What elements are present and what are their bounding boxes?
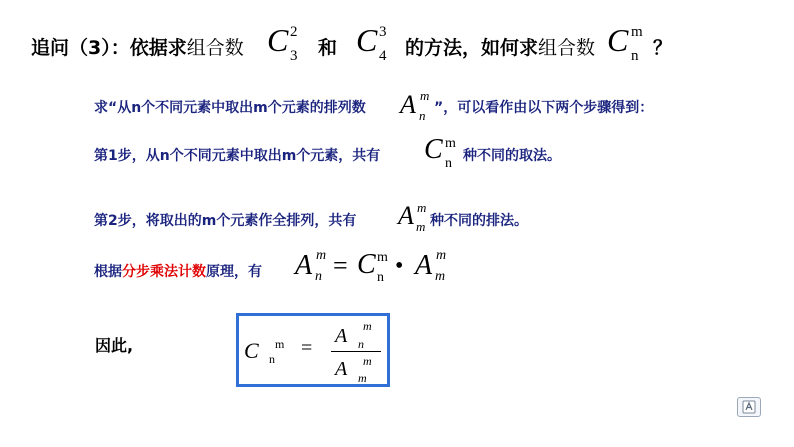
- title-combo-word: 组合数: [186, 37, 244, 59]
- answer-formula-box: [236, 313, 390, 387]
- permutation-a-n-m: A m n: [400, 88, 430, 123]
- step1-combination-cn-m: C m n: [424, 134, 456, 171]
- denominator-a: A: [335, 358, 348, 380]
- numerator-sub: n: [358, 337, 364, 351]
- numerator-sup: m: [363, 319, 372, 333]
- principle-highlight: 分步乘法计数: [122, 264, 206, 280]
- intro-text-end: ”，可以看作由以下两个步骤得到：: [434, 100, 654, 116]
- step2-permutation-a-m-m: A m m: [398, 200, 427, 234]
- conclusion-label: 因此,: [95, 336, 134, 355]
- slide-edit-icon[interactable]: [737, 397, 761, 417]
- title-question-mark: ？: [653, 37, 673, 59]
- formula-c: C: [244, 338, 259, 363]
- combination-c3-2: C 2 3: [267, 22, 298, 64]
- principle-equation: A m n = C m n • A m m: [295, 248, 447, 285]
- numerator-a: A: [335, 325, 348, 347]
- denominator-sub: m: [358, 371, 367, 385]
- question-title: [31, 33, 244, 60]
- step1-text-end: 种不同的取法。: [463, 148, 561, 164]
- fraction-bar: [331, 351, 381, 352]
- intro-text: 求“从n个不同元素中取出m个元素的排列数: [94, 100, 366, 116]
- formula-c-sub: n: [269, 352, 275, 366]
- denominator-sup: m: [363, 354, 372, 368]
- step1-text: 第1步，从n个不同元素中取出m个元素，共有: [94, 148, 381, 164]
- title-middle: 的方法，如何求组合数: [405, 37, 596, 59]
- title-and-word: 和: [318, 37, 338, 59]
- principle-text: 根据分步乘法计数原理，有: [94, 264, 262, 280]
- formula-c-sup: m: [275, 337, 285, 351]
- combination-cn-m: C m n: [607, 22, 643, 64]
- step2-text: 第2步，将取出的m个元素作全排列，共有: [94, 213, 357, 229]
- formula-equals: =: [301, 337, 313, 359]
- step2-text-end: 种不同的排法。: [430, 213, 528, 229]
- combination-c4-3: C 3 4: [356, 22, 387, 64]
- title-prefix: 追问（3）：依据求: [31, 37, 187, 59]
